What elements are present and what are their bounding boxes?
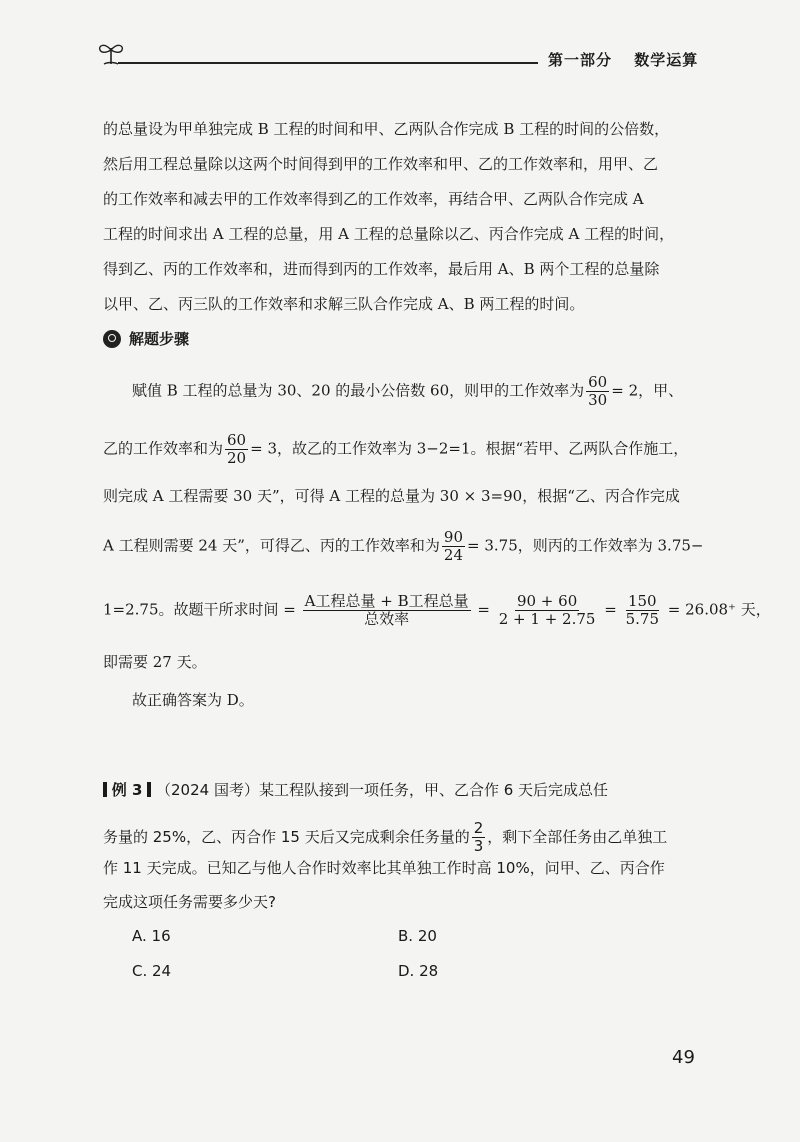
example-line-2 (103, 820, 667, 855)
fraction (586, 374, 609, 409)
fraction-numerator: 90 + 60 (516, 592, 578, 610)
header-part: 第一部分 (548, 51, 613, 69)
solution-text: 赋值 B 工程的总量为 30、20 的最小公倍数 60，则甲的工作效率为 (132, 381, 585, 400)
fraction-denominator: 3 (473, 837, 484, 855)
fraction-denominator: 30 (588, 391, 608, 409)
solution-line-3: 则完成 A 工程需要 30 天”，可得 A 工程的总量为 30 × 3=90，根据“乙、丙合作完成 (103, 487, 680, 505)
solution-line-1 (132, 374, 683, 409)
option-b: B. 20 (398, 927, 437, 945)
equals-sign: = (604, 600, 617, 619)
fraction (442, 529, 465, 564)
fraction (624, 593, 661, 628)
intro-line-5: 得到乙、丙的工作效率和，进而得到丙的工作效率，最后用 A、B 两个工程的总量除 (103, 260, 660, 278)
solution-text: = 2，甲、 (611, 381, 684, 400)
fraction (225, 432, 248, 467)
fraction (472, 820, 486, 855)
fraction (497, 593, 598, 628)
solution-text: = 26.08⁺ 天， (667, 600, 771, 619)
header-rule (118, 62, 538, 64)
option-d: D. 28 (398, 962, 439, 980)
example-text: ，剩下全部任务由乙单独工 (487, 828, 668, 846)
solution-line-5 (103, 593, 771, 628)
running-header (548, 49, 698, 70)
fraction-numerator: 60 (227, 431, 247, 449)
solution-line-6: 即需要 27 天。 (103, 653, 207, 671)
solution-text: 1=2.75。故题干所求时间 = (103, 600, 296, 619)
example-tag: 例 3 (111, 781, 143, 799)
option-c: C. 24 (132, 962, 172, 980)
fraction-denominator: 2 + 1 + 2.75 (498, 610, 596, 628)
fraction-denominator: 20 (227, 449, 247, 467)
fraction (303, 593, 471, 628)
fraction-denominator: 总效率 (364, 610, 410, 628)
steps-heading-label: 解题步骤 (129, 330, 190, 348)
page-number: 49 (672, 1047, 695, 1068)
solution-text: 乙的工作效率和为 (103, 439, 224, 458)
solution-text: = 3，故乙的工作效率为 3−2=1。根据“若甲、乙两队合作施工， (250, 439, 689, 458)
solution-text: A 工程则需要 24 天”，可得乙、丙的工作效率和为 (103, 536, 440, 555)
solution-text: = 3.75，则丙的工作效率为 3.75− (467, 536, 704, 555)
fraction-numerator: 90 (443, 528, 463, 546)
example-line-3: 作 11 天完成。已知乙与他人合作时效率比其单独工作时高 10%，问甲、乙、丙合作 (103, 859, 665, 877)
fraction-numerator: A工程总量 + B工程总量 (304, 592, 469, 610)
tag-bar-right (147, 782, 151, 797)
header-subject: 数学运算 (634, 51, 699, 69)
example-text: 务量的 25%，乙、丙合作 15 天后又完成剩余任务量的 (103, 828, 470, 846)
solution-line-4 (103, 529, 703, 564)
intro-line-1: 的总量设为甲单独完成 B 工程的时间和甲、乙两队合作完成 B 工程的时间的公倍数， (103, 120, 670, 138)
equals-sign: = (477, 600, 490, 619)
example-text: （2024 国考）某工程队接到一项任务，甲、乙合作 6 天后完成总任 (156, 781, 609, 799)
example-line-1 (103, 780, 608, 800)
intro-line-4: 工程的时间求出 A 工程的总量，用 A 工程的总量除以乙、丙合作完成 A 工程的时间， (103, 225, 675, 243)
fraction-numerator: 2 (473, 819, 484, 837)
intro-line-2: 然后用工程总量除以这两个时间得到甲的工作效率和甲、乙的工作效率和，用甲、乙 (103, 155, 659, 173)
fraction-numerator: 150 (627, 592, 657, 610)
tag-bar-left (103, 782, 107, 797)
fraction-denominator: 24 (443, 546, 463, 564)
fraction-denominator: 5.75 (625, 610, 659, 628)
intro-line-3: 的工作效率和减去甲的工作效率得到乙的工作效率，再结合甲、乙两队合作完成 A (103, 190, 644, 208)
example-line-4: 完成这项任务需要多少天? (103, 893, 276, 911)
fraction-numerator: 60 (588, 373, 608, 391)
answer-line: 故正确答案为 D。 (132, 691, 254, 709)
solution-line-2 (103, 432, 688, 467)
steps-bullet-icon (103, 330, 121, 348)
steps-heading (103, 328, 189, 349)
option-a: A. 16 (132, 927, 171, 945)
intro-line-6: 以甲、乙、丙三队的工作效率和求解三队合作完成 A、B 两工程的时间。 (103, 295, 585, 313)
